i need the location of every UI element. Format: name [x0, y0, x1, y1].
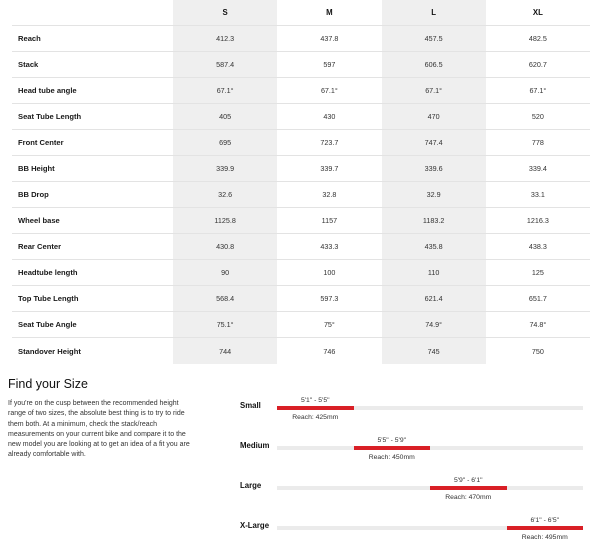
table-row	[12, 312, 590, 338]
row-value-l: 457.5	[382, 26, 486, 51]
row-value-m: 746	[323, 346, 336, 356]
row-value-m: 32.8	[322, 190, 337, 199]
row-value-m: 597	[323, 60, 336, 69]
size-label: Medium	[240, 441, 270, 450]
geometry-table	[12, 0, 590, 364]
row-label: Stack	[18, 60, 39, 69]
row-value-s: 75.1°	[173, 312, 277, 337]
row-value-xl: 125	[531, 268, 544, 277]
geometry-table-header	[12, 0, 590, 26]
reach-label: Reach: 425mm	[292, 414, 339, 421]
row-value-xl: 520	[531, 112, 544, 121]
row-value-l: 745	[382, 338, 486, 364]
row-value-l: 621.4	[382, 286, 486, 311]
size-header-xl: XL	[532, 8, 543, 17]
height-range-label: 5'9" - 6'1"	[453, 477, 483, 484]
table-row	[12, 182, 590, 208]
row-value-m: 430	[323, 112, 336, 121]
row-value-xl: 750	[531, 346, 544, 356]
row-value-xl: 74.8°	[529, 320, 547, 329]
row-value-s: 412.3	[173, 26, 277, 51]
row-value-xl: 67.1°	[529, 86, 547, 95]
size-range-fill	[430, 486, 507, 490]
row-value-m: 597.3	[320, 294, 339, 303]
row-value-xl: 651.7	[528, 294, 547, 303]
row-value-s: 587.4	[173, 52, 277, 77]
row-value-s: 405	[173, 104, 277, 129]
row-label: Seat Tube Length	[18, 112, 82, 121]
row-value-xl: 1216.3	[526, 216, 549, 225]
row-label: BB Height	[18, 164, 55, 173]
table-row	[12, 104, 590, 130]
size-header-m: M	[326, 8, 333, 17]
height-range-label: 6'1" - 6'5"	[530, 517, 560, 524]
row-label: BB Drop	[18, 190, 49, 199]
row-value-l: 606.5	[382, 52, 486, 77]
table-row	[12, 130, 590, 156]
size-range-fill	[277, 406, 354, 410]
table-row	[12, 78, 590, 104]
row-value-m: 67.1°	[320, 86, 338, 95]
row-value-m: 433.3	[320, 242, 339, 251]
height-range-label: 5'1" - 5'5"	[300, 397, 330, 404]
row-value-m: 437.8	[320, 34, 339, 43]
row-value-s: 67.1°	[173, 78, 277, 103]
row-label: Head tube angle	[18, 86, 77, 95]
size-header-l: L	[382, 0, 486, 25]
row-value-l: 747.4	[382, 130, 486, 155]
table-row	[12, 156, 590, 182]
find-your-size-description: If you're on the cusp between the recommended height range of two sizes, the absolute best thing is to try to ride them both. At a minimum, check the stack/reach measurements on your current bike and compare it to the new model you are looking at to get an idea of a fit you are already comfortable with.	[8, 400, 190, 459]
table-row	[12, 52, 590, 78]
row-value-m: 339.7	[320, 164, 339, 173]
size-header-s: S	[173, 0, 277, 25]
row-value-l: 110	[382, 260, 486, 285]
row-value-xl: 620.7	[528, 60, 547, 69]
size-range-track	[277, 477, 583, 501]
size-range-track	[277, 397, 583, 421]
row-value-xl: 778	[531, 138, 544, 147]
header-label-spacer	[12, 0, 173, 25]
reach-label: Reach: 495mm	[521, 534, 568, 541]
row-label: Wheel base	[18, 216, 60, 225]
table-row	[12, 234, 590, 260]
size-label: Large	[240, 481, 262, 490]
size-label: Small	[240, 401, 261, 410]
size-range-chart	[240, 380, 585, 550]
table-row	[12, 26, 590, 52]
size-row-x-large	[240, 505, 585, 545]
row-value-l: 67.1°	[382, 78, 486, 103]
row-value-s: 32.6	[173, 182, 277, 207]
row-label: Rear Center	[18, 242, 62, 251]
table-row	[12, 208, 590, 234]
row-value-s: 1125.8	[173, 208, 277, 233]
row-value-l: 1183.2	[382, 208, 486, 233]
row-value-m: 75°	[323, 320, 335, 329]
row-value-l: 470	[382, 104, 486, 129]
row-label: Front Center	[18, 138, 64, 147]
height-range-label: 5'5" - 5'9"	[377, 437, 407, 444]
size-row-large	[240, 465, 585, 505]
row-value-m: 1157	[321, 216, 338, 225]
table-row	[12, 338, 590, 364]
size-row-small	[240, 385, 585, 425]
row-value-l: 74.9°	[382, 312, 486, 337]
row-value-xl: 438.3	[528, 242, 547, 251]
row-value-l: 339.6	[382, 156, 486, 181]
row-value-m: 723.7	[320, 138, 339, 147]
row-value-m: 100	[323, 268, 336, 277]
row-value-l: 435.8	[382, 234, 486, 259]
row-label: Seat Tube Angle	[18, 320, 77, 329]
row-value-xl: 482.5	[528, 34, 547, 43]
row-label: Reach	[18, 34, 41, 43]
table-row	[12, 260, 590, 286]
table-row	[12, 286, 590, 312]
reach-label: Reach: 450mm	[368, 454, 415, 461]
row-label: Standover Height	[18, 346, 81, 356]
size-range-fill	[354, 446, 431, 450]
size-range-fill	[507, 526, 584, 530]
geometry-table-body	[12, 26, 590, 364]
size-label: X-Large	[240, 521, 270, 530]
row-value-xl: 33.1	[530, 190, 545, 199]
row-value-xl: 339.4	[528, 164, 547, 173]
find-your-size-title: Find your Size	[8, 377, 88, 391]
row-value-l: 32.9	[382, 182, 486, 207]
size-range-track	[277, 437, 583, 461]
row-label: Headtube length	[18, 268, 78, 277]
row-value-s: 695	[173, 130, 277, 155]
row-value-s: 339.9	[173, 156, 277, 181]
row-label: Top Tube Length	[18, 294, 79, 303]
reach-label: Reach: 470mm	[445, 494, 492, 501]
row-value-s: 744	[173, 338, 277, 364]
row-value-s: 430.8	[173, 234, 277, 259]
size-row-medium	[240, 425, 585, 465]
row-value-s: 568.4	[173, 286, 277, 311]
size-range-track	[277, 517, 583, 541]
row-value-s: 90	[173, 260, 277, 285]
